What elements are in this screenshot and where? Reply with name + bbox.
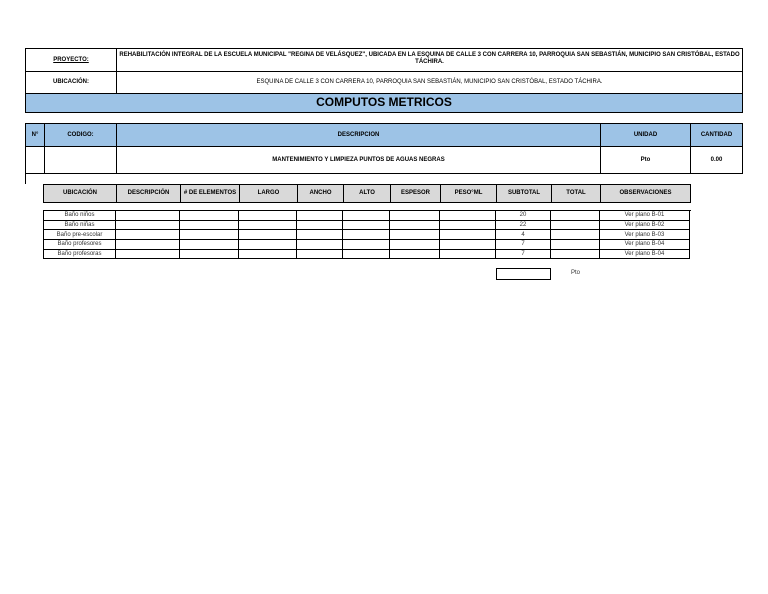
detail-header: ANCHO xyxy=(297,184,344,203)
proyecto-label: PROYECTO: xyxy=(25,48,117,72)
detail-cell xyxy=(297,211,343,221)
total-unit: Pto xyxy=(571,270,581,276)
detail-cell xyxy=(343,250,390,260)
detail-cell xyxy=(180,240,239,250)
detail-cell xyxy=(297,250,343,260)
detail-cell xyxy=(239,221,297,231)
total-box xyxy=(496,268,551,280)
detail-cell xyxy=(440,250,496,260)
detail-cell xyxy=(551,240,600,250)
proyecto-value: REHABILITACIÓN INTEGRAL DE LA ESCUELA MUNICIPAL "REGINA DE VELÁSQUEZ", UBICADA EN LA ESQUINA DE CALLE 3 CON CARRERA 10, PARROQUIA SAN SEBASTIÁN, MUNICIPIO SAN CRISTÓBAL, ESTADO TÁCHIRA. xyxy=(116,48,743,72)
detail-cell: Baño profesoras xyxy=(43,250,116,260)
detail-cell xyxy=(239,250,297,260)
detail-cell xyxy=(390,211,440,221)
detail-cell xyxy=(239,230,297,240)
detail-cell xyxy=(440,211,496,221)
header-codigo: CODIGO: xyxy=(44,123,117,147)
detail-cell: Ver plano B-02 xyxy=(600,221,690,231)
detail-cell xyxy=(343,230,390,240)
detail-cell: 4 xyxy=(496,230,551,240)
detail-cell: Ver plano B-04 xyxy=(600,250,690,260)
detail-cell xyxy=(551,211,600,221)
item-unidad: Pto xyxy=(600,146,691,174)
detail-cell xyxy=(180,230,239,240)
detail-cell xyxy=(180,250,239,260)
header-n: N° xyxy=(25,123,45,147)
detail-cell: Baño pre-escolar xyxy=(43,230,116,240)
header-unidad: UNIDAD xyxy=(600,123,691,147)
detail-cell xyxy=(239,211,297,221)
detail-cell xyxy=(343,221,390,231)
detail-cell xyxy=(390,221,440,231)
detail-cell xyxy=(297,240,343,250)
detail-cell: Baño niñas xyxy=(43,221,116,231)
detail-cell: Baño profesores xyxy=(43,240,116,250)
detail-cell: 7 xyxy=(496,250,551,260)
detail-cell xyxy=(440,221,496,231)
detail-cell xyxy=(390,240,440,250)
detail-header: PESO°ML xyxy=(440,184,497,203)
detail-cell xyxy=(116,221,180,231)
divider xyxy=(25,173,26,184)
detail-header: UBICACIÓN xyxy=(43,184,117,203)
detail-header: # DE ELEMENTOS xyxy=(180,184,240,203)
detail-cell xyxy=(116,230,180,240)
ubicacion-value: ESQUINA DE CALLE 3 CON CARRERA 10, PARROQUIA SAN SEBASTIÁN, MUNICIPIO SAN CRISTÓBAL, ESTADO TÁCHIRA. xyxy=(116,71,743,94)
item-n xyxy=(25,146,45,174)
detail-header: LARGO xyxy=(239,184,298,203)
detail-cell: 7 xyxy=(496,240,551,250)
detail-cell xyxy=(116,211,180,221)
detail-cell xyxy=(297,221,343,231)
detail-cell xyxy=(343,211,390,221)
detail-header: ESPESOR xyxy=(390,184,441,203)
detail-cell xyxy=(390,230,440,240)
item-cantidad: 0.00 xyxy=(690,146,743,174)
detail-header: DESCRIPCIÓN xyxy=(116,184,181,203)
item-descripcion: MANTENIMIENTO Y LIMPIEZA PUNTOS DE AGUAS NEGRAS xyxy=(116,146,601,174)
detail-header: OBSERVACIONES xyxy=(600,184,691,203)
detail-cell xyxy=(440,240,496,250)
header-cantidad: CANTIDAD xyxy=(690,123,743,147)
detail-cell: 20 xyxy=(496,211,551,221)
detail-cell xyxy=(180,211,239,221)
detail-cell xyxy=(440,230,496,240)
detail-header: ALTO xyxy=(343,184,391,203)
detail-cell: Ver plano B-04 xyxy=(600,240,690,250)
ubicacion-label: UBICACIÓN: xyxy=(25,71,117,94)
detail-cell: 22 xyxy=(496,221,551,231)
detail-cell xyxy=(551,221,600,231)
detail-cell xyxy=(343,240,390,250)
detail-cell: Baño niños xyxy=(43,211,116,221)
detail-cell: Ver plano B-03 xyxy=(600,230,690,240)
detail-cell xyxy=(116,250,180,260)
item-codigo xyxy=(44,146,117,174)
detail-cell xyxy=(390,250,440,260)
detail-cell: Ver plano B-01 xyxy=(600,211,690,221)
detail-cell xyxy=(551,250,600,260)
detail-cell xyxy=(239,240,297,250)
detail-cell xyxy=(297,230,343,240)
detail-cell xyxy=(116,240,180,250)
detail-header: TOTAL xyxy=(551,184,601,203)
detail-cell xyxy=(180,221,239,231)
detail-cell xyxy=(551,230,600,240)
detail-header: SUBTOTAL xyxy=(496,184,552,203)
page-title: COMPUTOS METRICOS xyxy=(25,93,743,113)
header-descripcion: DESCRIPCION xyxy=(116,123,601,147)
